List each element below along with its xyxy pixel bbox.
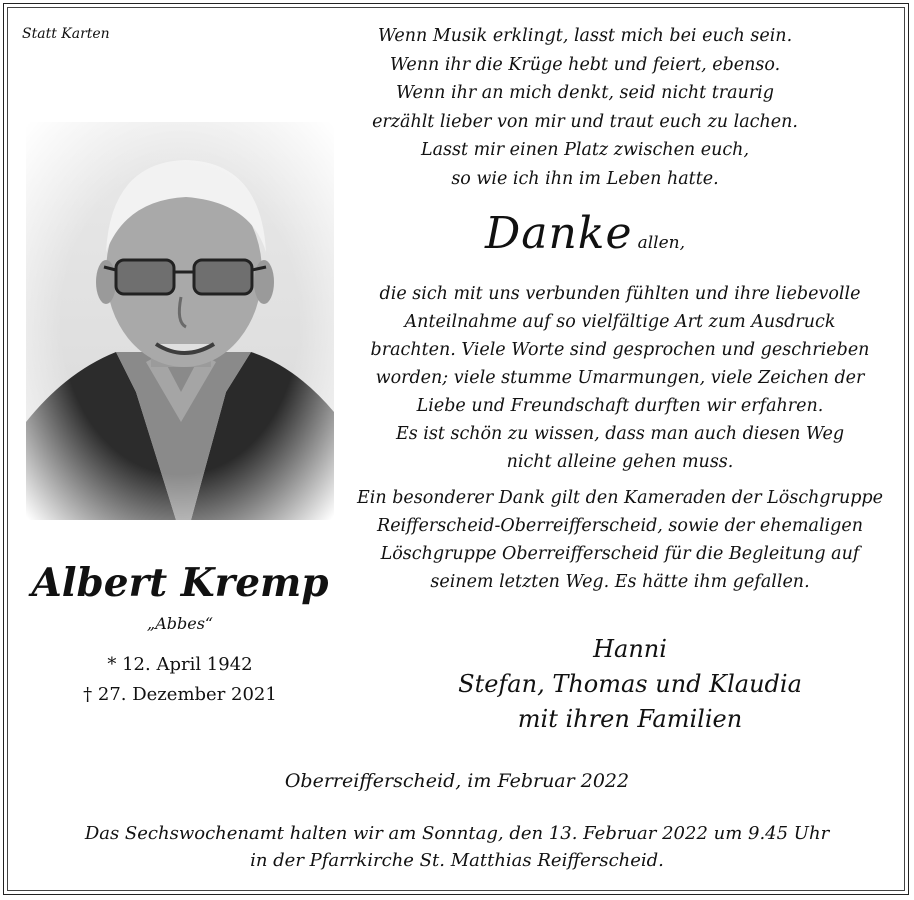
paragraph-line: Liebe und Freundschaft durften wir erfahren.: [416, 396, 824, 416]
portrait-photo: [26, 122, 334, 520]
poem-line: Wenn Musik erklingt, lasst mich bei euch sein.: [377, 26, 793, 46]
deceased-nickname: „Abbes“: [146, 614, 214, 633]
footer-line: in der Pfarrkirche St. Matthias Reifferscheid.: [250, 850, 664, 871]
footer-line: Das Sechswochenamt halten wir am Sonntag, den 13. Februar 2022 um 9.45 Uhr: [84, 823, 830, 844]
deceased-name: Albert Kremp: [31, 560, 329, 606]
paragraph-line: Reifferscheid-Oberreifferscheid, sowie der ehemaligen: [377, 516, 863, 536]
poem-line: erzählt lieber von mir und traut euch zu lachen.: [372, 111, 798, 132]
paragraph-line: brachten. Viele Worte sind gesprochen und geschrieben: [370, 340, 870, 360]
thanks-addressee: allen,: [637, 233, 686, 253]
poem-line: Lasst mir einen Platz zwischen euch,: [420, 140, 750, 160]
paragraph-line: Anteilnahme auf so vielfältige Art zum Ausdruck: [404, 312, 836, 332]
poem-line: Wenn ihr an mich denkt, seid nicht traurig: [395, 83, 774, 103]
paragraph-line: die sich mit uns verbunden fühlten und ihre liebevolle: [379, 284, 861, 304]
thanks-paragraph: [350, 280, 890, 476]
thanks-word: Danke: [484, 208, 633, 259]
place-and-date: Oberreifferscheid, im Februar 2022: [284, 770, 630, 792]
signer-line: Hanni: [593, 635, 667, 663]
signer-line: Stefan, Thomas und Klaudia: [458, 670, 802, 698]
birth-date: * 12. April 1942: [107, 654, 253, 675]
paragraph-line: nicht alleine gehen muss.: [506, 452, 734, 472]
death-date: † 27. Dezember 2021: [83, 684, 277, 705]
paragraph-line: worden; viele stumme Umarmungen, viele Zeichen der: [375, 368, 865, 388]
header-note: Statt Karten: [22, 26, 110, 42]
signer-line: mit ihren Familien: [517, 705, 743, 733]
paragraph-line: Es ist schön zu wissen, dass man auch diesen Weg: [395, 424, 845, 444]
paragraph-line: seinem letzten Weg. Es hätte ihm gefallen.: [430, 572, 810, 592]
poem-line: so wie ich ihn im Leben hatte.: [451, 168, 719, 189]
thanks-heading: [330, 208, 840, 259]
paragraph-line: Ein besonderer Dank gilt den Kameraden der Löschgruppe: [357, 488, 883, 508]
special-thanks-paragraph: [350, 484, 890, 596]
poem-line: Wenn ihr die Krüge hebt und feiert, ebenso.: [389, 54, 781, 75]
service-announcement: [0, 820, 914, 874]
poem: [330, 22, 840, 193]
paragraph-line: Löschgruppe Oberreifferscheid für die Begleitung auf: [380, 544, 860, 564]
signers: [390, 632, 870, 737]
